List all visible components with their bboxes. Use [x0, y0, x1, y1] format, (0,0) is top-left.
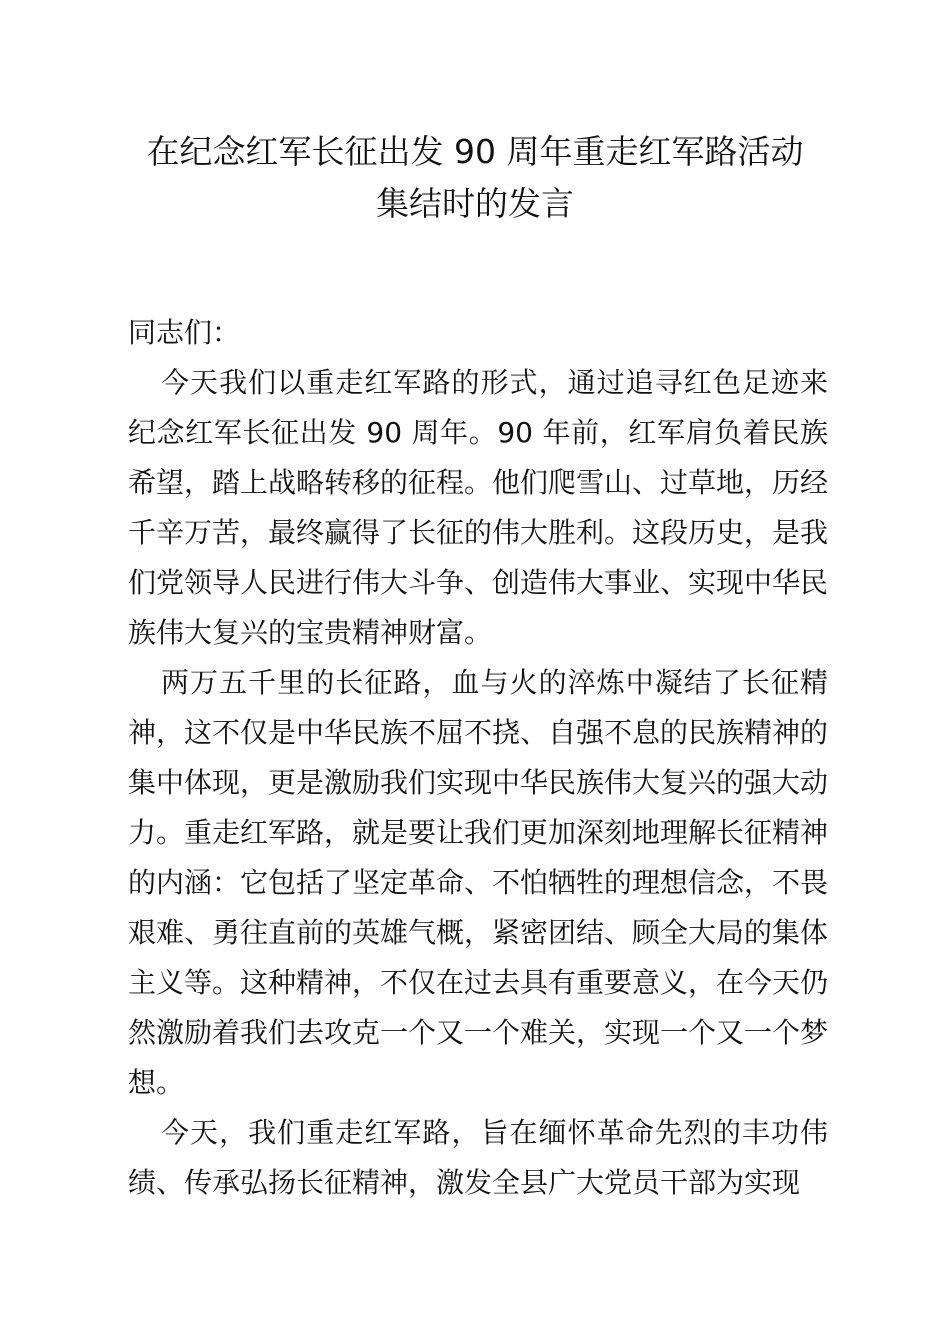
title-line-1: 在纪念红军长征出发 90 周年重走红军路活动	[146, 132, 804, 171]
document-title	[100, 126, 850, 230]
document-body	[128, 308, 828, 1208]
paragraph-2: 两万五千里的长征路，血与火的淬炼中凝结了长征精神，这不仅是中华民族不屈不挠、自强不息的民族精神的集中体现，更是激励我们实现中华民族伟大复兴的强大动力。重走红军路，就是要让我们更加深刻地理解长征精神的内涵：它包括了坚定革命、不怕牺牲的理想信念，不畏艰难、勇往直前的英雄气概，紧密团结、顾全大局的集体主义等。这种精神，不仅在过去具有重要意义，在今天仍然激励着我们去攻克一个又一个难关，实现一个又一个梦想。	[128, 666, 829, 1099]
salutation: 同志们：	[128, 316, 241, 349]
paragraph-1: 今天我们以重走红军路的形式，通过追寻红色足迹来纪念红军长征出发 90 周年。90 年前，红军肩负着民族希望，踏上战略转移的征程。他们爬雪山、过草地，历经千辛万苦，最终赢得了长征的伟大胜利。这段历史，是我们党领导人民进行伟大斗争、创造伟大事业、实现中华民族伟大复兴的宝贵精神财富。	[128, 366, 829, 649]
paragraph-3: 今天，我们重走红军路，旨在缅怀革命先烈的丰功伟绩、传承弘扬长征精神，激发全县广大党员干部为实现	[128, 1116, 828, 1199]
title-line-2: 集结时的发言	[376, 184, 574, 223]
